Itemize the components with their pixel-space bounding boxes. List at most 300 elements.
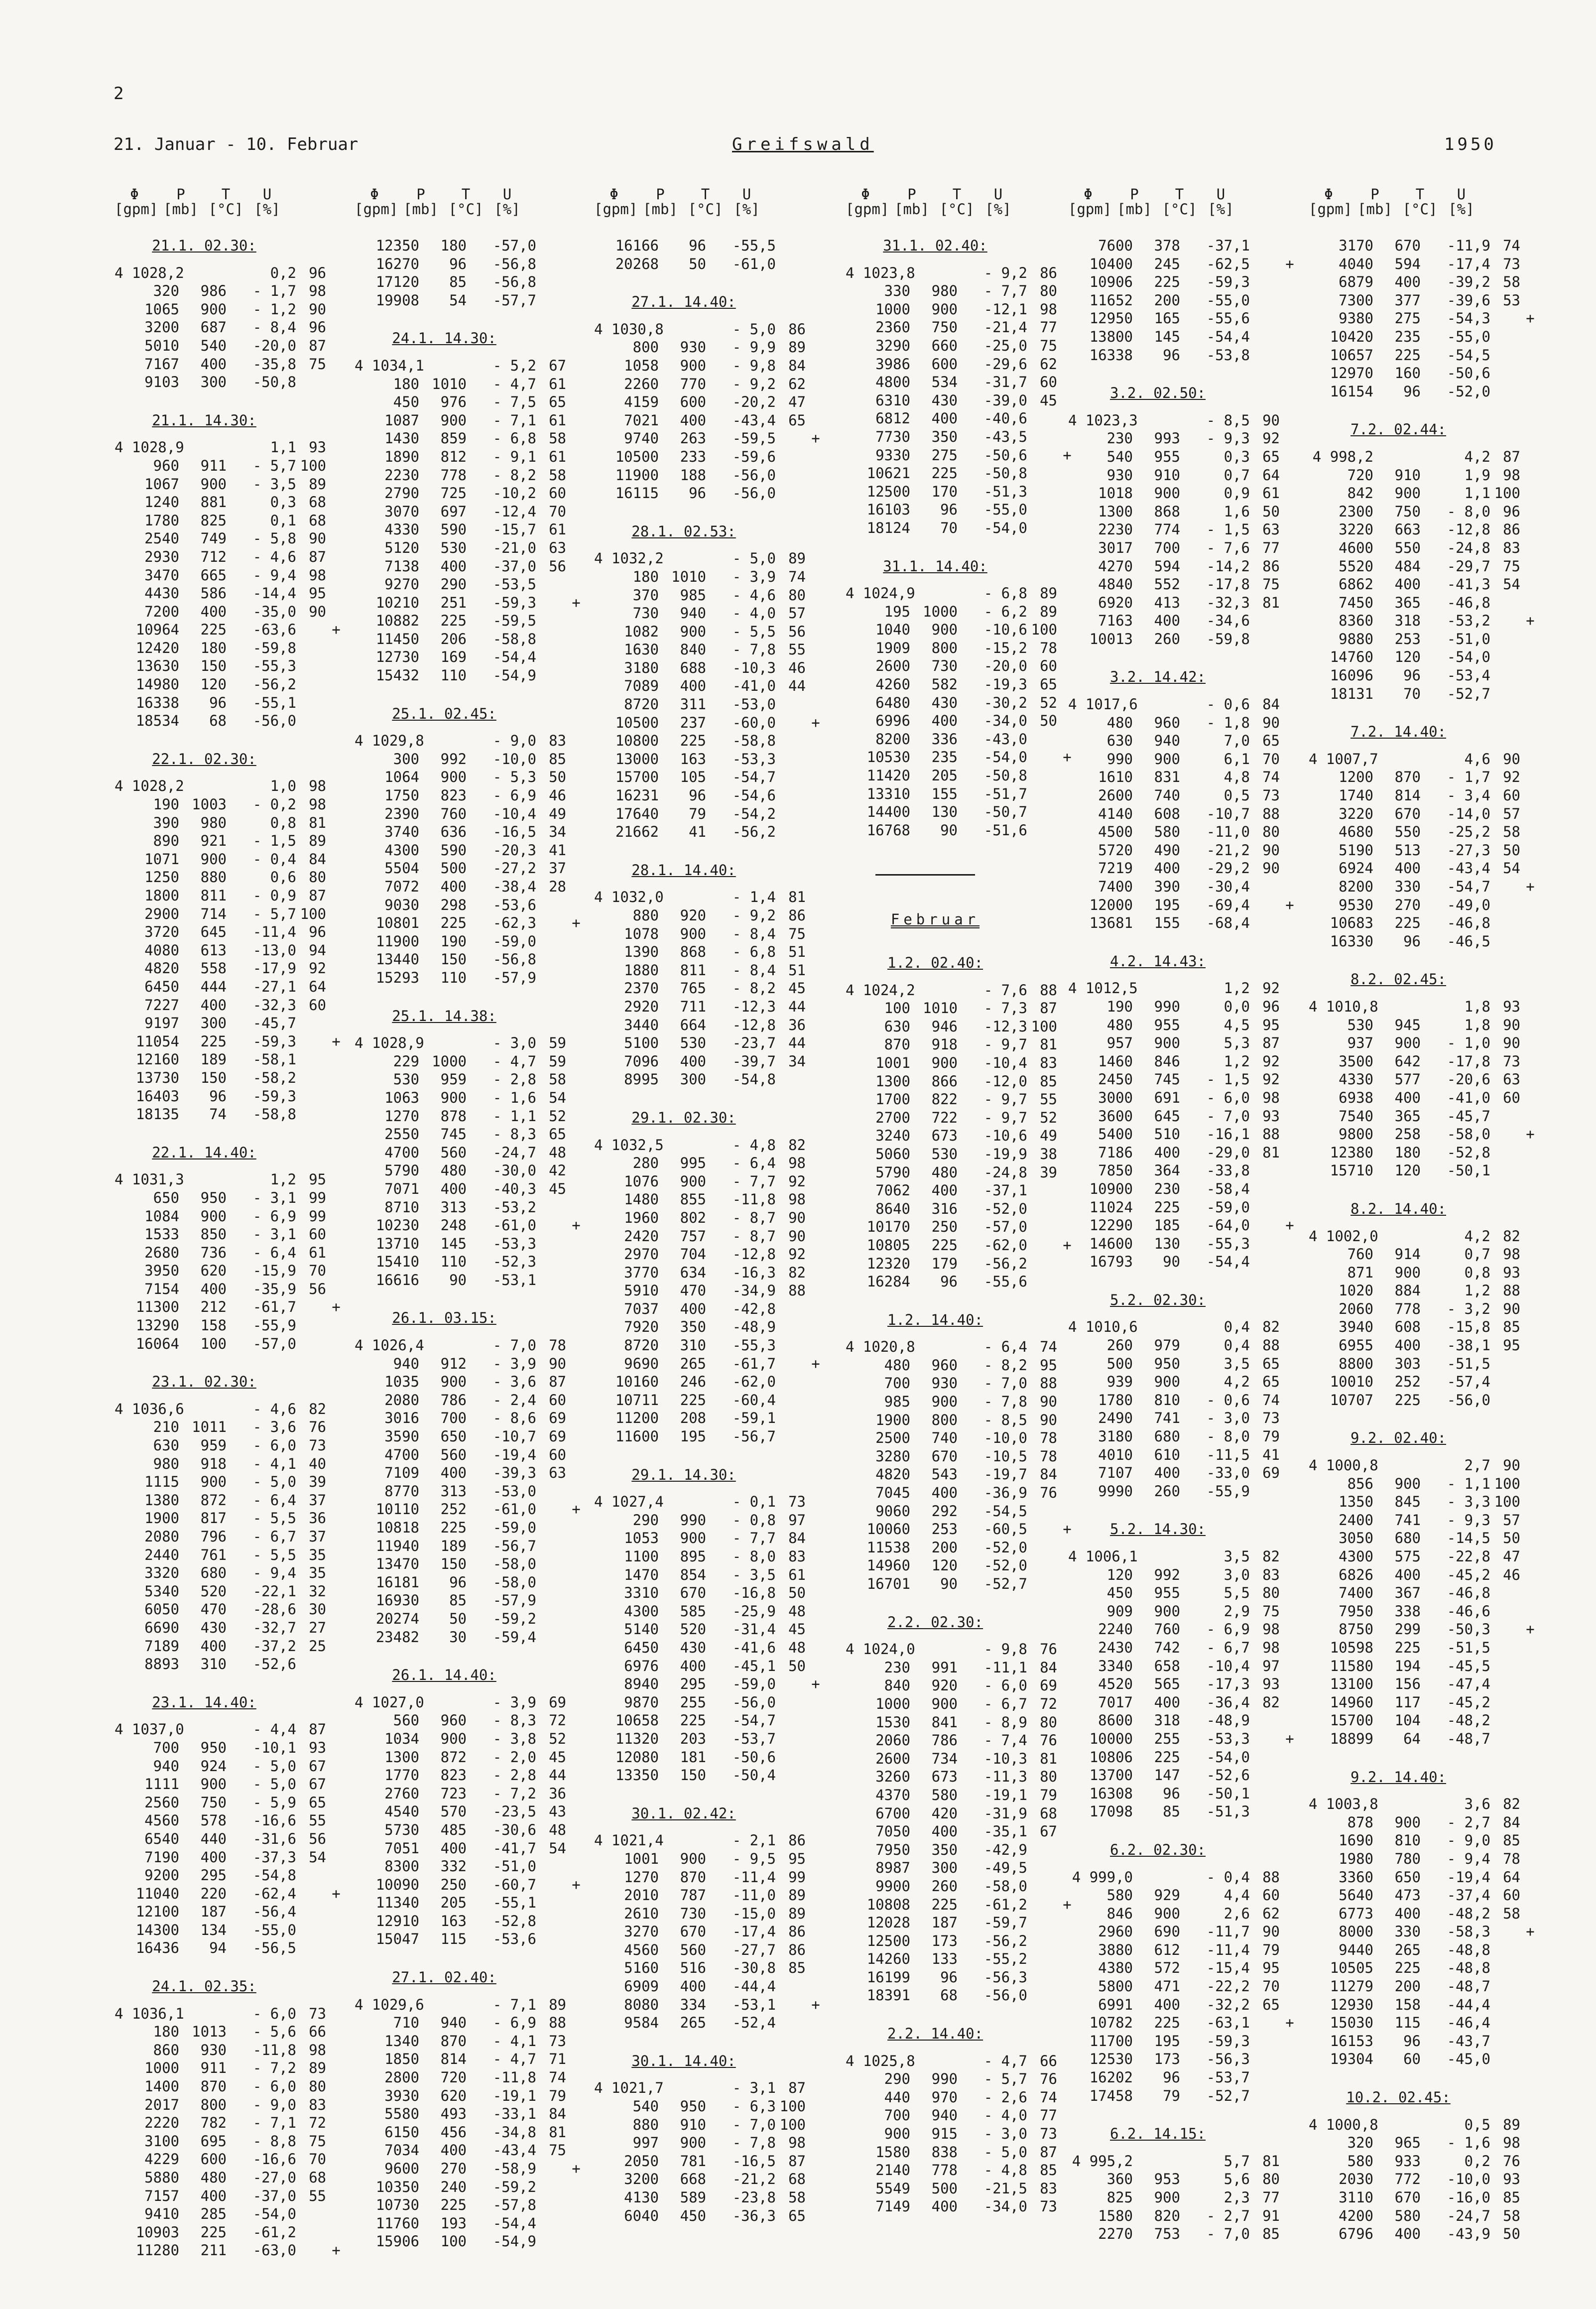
pressure-cell: 225: [1154, 1198, 1180, 1216]
pressure-cell: 298: [440, 896, 467, 913]
temperature-cell: - 5,0: [732, 550, 776, 567]
table-row: [846, 1556, 1080, 1575]
temperature-cell: 1,1: [270, 439, 296, 456]
table-row: [594, 677, 828, 695]
humidity-cell: 78: [1503, 1850, 1520, 1867]
table-row: [846, 1109, 1080, 1127]
temperature-cell: -57,4: [1447, 1373, 1490, 1391]
humidity-cell: [1250, 346, 1280, 365]
sounding-block: [594, 522, 828, 841]
temperature-cell: -31,4: [732, 1621, 776, 1638]
table-row: [846, 1393, 1080, 1411]
table-row: [846, 1163, 1080, 1182]
temperature-cell: -53,8: [1206, 346, 1250, 364]
tropopause-mark: [1520, 1693, 1540, 1712]
table-row: [846, 748, 1080, 767]
geopotential-cell: 700: [884, 2107, 910, 2124]
geopotential-cell: 5100: [624, 1034, 659, 1052]
pressure-cell: 225: [931, 1236, 958, 1254]
tropopause-mark: [1280, 237, 1300, 255]
geopotential-cell: 1960: [624, 1209, 659, 1226]
humidity-cell: [1027, 785, 1057, 803]
temperature-cell: - 6,7: [1206, 1639, 1250, 1656]
temperature-cell: -17,8: [1447, 1052, 1490, 1070]
temperature-cell: -52,6: [252, 1656, 296, 1673]
table-row: [1068, 786, 1302, 805]
geopotential-cell: 11280: [135, 2242, 179, 2259]
humidity-cell: 80: [1040, 282, 1057, 300]
tropopause-mark: [806, 1639, 826, 1657]
humidity-cell: 69: [1040, 1677, 1057, 1694]
temperature-cell: -44,4: [1447, 1996, 1490, 2013]
humidity-cell: [1490, 364, 1520, 383]
geopotential-cell: 1533: [144, 1226, 179, 1243]
table-row: [846, 730, 1080, 749]
pressure-cell: 723: [440, 1785, 467, 1802]
table-row: [594, 1996, 828, 2014]
humidity-cell: 65: [788, 2207, 806, 2224]
p-header: [643, 187, 678, 217]
p-unit: [mb]: [163, 201, 198, 218]
temperature-cell: -52,6: [1206, 1767, 1250, 1784]
tropopause-mark: [806, 1748, 826, 1767]
table-row: [1068, 1639, 1302, 1657]
temperature-cell: - 3,2: [1447, 1300, 1490, 1317]
tropopause-mark: [326, 1436, 346, 1455]
table-row: [1068, 1089, 1302, 1107]
tropopause-mark: [1280, 1868, 1300, 1887]
geopotential-cell: 13310: [866, 785, 910, 802]
humidity-cell: 80: [1040, 1768, 1057, 1786]
pressure-cell: 193: [440, 2214, 467, 2232]
sounding-block: [1309, 1200, 1543, 1410]
pressure-cell: 900: [1394, 1264, 1421, 1281]
geopotential-cell: 2300: [1339, 503, 1373, 520]
humidity-cell: 75: [1262, 1602, 1280, 1620]
humidity-cell: 90: [1262, 411, 1280, 429]
temperature-cell: -11,5: [1206, 1446, 1250, 1463]
tropopause-mark: [806, 1154, 826, 1172]
pressure-cell: 225: [440, 2196, 467, 2214]
tropopause-mark: [1520, 273, 1540, 291]
table-row: [355, 2232, 589, 2251]
temperature-cell: 4,6: [1464, 750, 1490, 768]
pressure-cell: 194: [1394, 1657, 1421, 1674]
table-row: [846, 2088, 1080, 2107]
table-row: [355, 732, 589, 750]
temperature-cell: -43,9: [1447, 2225, 1490, 2243]
table-row: [1068, 1198, 1302, 1217]
temperature-cell: -59,0: [492, 932, 536, 950]
tropopause-mark: [1520, 1300, 1540, 1318]
tropopause-mark: [566, 932, 586, 951]
humidity-cell: 72: [549, 1712, 566, 1729]
humidity-cell: 50: [1040, 712, 1057, 730]
table-row: [1309, 1566, 1543, 1584]
table-row: [1068, 1886, 1302, 1905]
temperature-cell: 5,3: [1224, 1034, 1250, 1052]
table-row: [1068, 2207, 1302, 2225]
geopotential-cell: 7190: [144, 1848, 179, 1866]
table-row: [846, 1768, 1080, 1786]
table-row: [115, 1207, 349, 1226]
temperature-cell: -58,4: [1206, 1180, 1250, 1197]
geopotential-cell: 7045: [875, 1484, 910, 1502]
temperature-cell: 5,7: [1224, 2152, 1250, 2170]
table-row: [846, 1035, 1080, 1054]
pressure-cell: 580: [1394, 2207, 1421, 2224]
table-row: [355, 1107, 589, 1126]
tropopause-mark: [566, 255, 586, 273]
geopotential-cell: 6150: [384, 2123, 419, 2141]
humidity-cell: 58: [549, 466, 566, 484]
temperature-cell: - 8,4: [732, 925, 776, 942]
tropopause-mark: [326, 438, 346, 457]
table-row: [1068, 309, 1302, 328]
table-row: [115, 1170, 349, 1189]
geopotential-cell: 1700: [875, 1091, 910, 1108]
tropopause-mark: [1280, 1566, 1300, 1584]
pressure-cell: 145: [440, 1235, 467, 1252]
humidity-cell: 100: [300, 905, 326, 922]
humidity-cell: [1490, 2014, 1520, 2032]
humidity-cell: [1027, 519, 1057, 537]
geopotential-cell: 3290: [875, 337, 910, 354]
table-row: [1309, 1584, 1543, 1602]
geopotential-cell: 3000: [1098, 1089, 1133, 1106]
temperature-cell: -42,8: [732, 1300, 776, 1317]
temperature-cell: - 7,7: [732, 1530, 776, 1547]
geopotential-cell: 4 1028,9: [355, 1034, 424, 1052]
tropopause-mark: +: [1285, 255, 1294, 272]
humidity-cell: 73: [1262, 787, 1280, 804]
sounding-title: 21.1. 02.30:: [152, 237, 256, 254]
pressure-cell: 900: [200, 300, 227, 318]
geopotential-cell: 1100: [624, 1548, 659, 1565]
humidity-cell: 90: [788, 1227, 806, 1245]
table-row: [1068, 1675, 1302, 1693]
temperature-cell: -69,4: [1206, 896, 1250, 913]
table-row: [1068, 1748, 1302, 1767]
humidity-cell: [776, 2014, 806, 2032]
pressure-cell: 900: [680, 925, 706, 942]
tropopause-mark: [1280, 914, 1300, 932]
tropopause-mark: [1280, 1464, 1300, 1482]
geopotential-cell: 3440: [624, 1016, 659, 1033]
humidity-cell: [536, 1894, 566, 1912]
geopotential-cell: 180: [393, 375, 419, 392]
table-row: [355, 1610, 589, 1628]
humidity-cell: 72: [309, 2114, 326, 2132]
temperature-cell: -57,9: [492, 1592, 536, 1609]
geopotential-cell: 15700: [1330, 1712, 1373, 1729]
temperature-cell: - 4,8: [983, 2162, 1027, 2179]
humidity-cell: [536, 2214, 566, 2233]
pressure-cell: 430: [200, 1619, 227, 1636]
table-row: [1068, 503, 1302, 521]
geopotential-cell: 1610: [1098, 769, 1133, 786]
geopotential-cell: 7109: [384, 1464, 419, 1482]
humidity-cell: 55: [309, 1812, 326, 1829]
pressure-cell: 470: [200, 1601, 227, 1618]
geopotential-cell: 856: [1347, 1475, 1373, 1492]
tropopause-mark: [806, 1016, 826, 1034]
pressure-cell: 945: [1394, 1016, 1421, 1033]
humidity-cell: [536, 950, 566, 969]
geopotential-cell: 7163: [1098, 612, 1133, 630]
temperature-cell: -20,0: [983, 657, 1027, 675]
tropopause-mark: [1520, 1886, 1540, 1905]
geopotential-cell: 7186: [1098, 1144, 1133, 1161]
humidity-cell: [296, 1050, 326, 1069]
pressure-cell: [1133, 411, 1180, 430]
pressure-cell: 260: [1154, 1482, 1180, 1500]
geopotential-cell: 7149: [875, 2198, 910, 2215]
geopotential-cell: 8360: [1339, 612, 1373, 630]
table-row: [115, 2077, 349, 2096]
table-row: [355, 411, 589, 430]
pressure-cell: 390: [1154, 878, 1180, 895]
table-row: [594, 1959, 828, 1977]
temperature-cell: -38,1: [1447, 1337, 1490, 1354]
tropopause-mark: +: [1526, 1621, 1535, 1638]
geopotential-cell: 1900: [875, 1411, 910, 1428]
pressure-cell: [419, 1996, 467, 2014]
temperature-cell: -11,4: [732, 1868, 776, 1886]
tropopause-mark: [806, 1493, 826, 1511]
temperature-cell: -59,3: [252, 1087, 296, 1105]
table-row: [594, 320, 828, 339]
tropopause-mark: [566, 1373, 586, 1391]
geopotential-cell: 10010: [1330, 1373, 1373, 1391]
humidity-cell: 81: [1262, 2152, 1280, 2170]
geopotential-cell: 7062: [875, 1182, 910, 1199]
table-row: [1068, 557, 1302, 576]
temperature-cell: -17,8: [1206, 576, 1250, 593]
table-row: [1068, 1016, 1302, 1034]
temperature-cell: -59,2: [492, 1610, 536, 1627]
table-row: [594, 659, 828, 677]
humidity-cell: 56: [309, 1280, 326, 1297]
geopotential-cell: 4700: [384, 1144, 419, 1161]
pressure-cell: 810: [1394, 1832, 1421, 1849]
geopotential-cell: 10964: [135, 621, 179, 639]
humidity-cell: 91: [1262, 2207, 1280, 2224]
table-row: [115, 1757, 349, 1776]
pressure-cell: 120: [200, 676, 227, 693]
humidity-cell: 54: [549, 1089, 566, 1106]
pressure-cell: 189: [440, 1537, 467, 1554]
geopotential-cell: 3720: [144, 923, 179, 941]
temperature-cell: -59,3: [252, 1032, 296, 1050]
tropopause-mark: [806, 2014, 826, 2032]
pressure-cell: 413: [1154, 594, 1180, 611]
geopotential-cell: 4 1023,3: [1068, 411, 1138, 429]
humidity-cell: 30: [309, 1601, 326, 1618]
table-row: [1309, 237, 1543, 255]
geopotential-cell: 890: [153, 832, 179, 850]
geopotential-cell: 6924: [1339, 860, 1373, 877]
pressure-cell: 664: [680, 1016, 706, 1033]
humidity-cell: 61: [549, 411, 566, 429]
temperature-cell: - 1,7: [1447, 769, 1490, 786]
table-row: [846, 1429, 1080, 1447]
table-row: [594, 1427, 828, 1446]
tropopause-mark: [806, 1923, 826, 1941]
humidity-cell: [536, 1591, 566, 1610]
table-row: [355, 896, 589, 914]
pressure-cell: [179, 438, 227, 457]
table-row: [594, 714, 828, 732]
tropopause-mark: [566, 237, 586, 255]
pressure-cell: 868: [680, 943, 706, 961]
temperature-cell: -49,0: [1447, 896, 1490, 913]
tropopause-mark: [326, 1244, 346, 1262]
humidity-cell: [1490, 328, 1520, 346]
table-row: [594, 1136, 828, 1154]
table-row: [115, 282, 349, 300]
geopotential-cell: 6050: [144, 1601, 179, 1618]
sounding-block: [115, 1144, 349, 1353]
pressure-cell: 668: [680, 2171, 706, 2188]
tropopause-mark: [566, 1271, 586, 1289]
geopotential-cell: 16166: [615, 237, 659, 254]
sounding-title: 26.1. 03.15:: [392, 1309, 496, 1327]
humidity-cell: [536, 1482, 566, 1501]
tropopause-mark: [1520, 1355, 1540, 1373]
temperature-cell: -19,4: [1447, 1868, 1490, 1886]
temperature-cell: -54,4: [492, 648, 536, 666]
table-row: [1068, 1161, 1302, 1180]
temperature-cell: 1,2: [1464, 1282, 1490, 1299]
tropopause-mark: [566, 1446, 586, 1464]
tropopause-mark: [806, 998, 826, 1016]
table-row: [594, 1693, 828, 1712]
pressure-cell: 778: [931, 2162, 958, 2179]
geopotential-cell: 9880: [1339, 630, 1373, 647]
humidity-cell: [1250, 237, 1280, 255]
geopotential-cell: 9440: [1339, 1941, 1373, 1958]
phi-unit: [gpm]: [115, 201, 158, 218]
pressure-cell: [1133, 695, 1180, 714]
tropopause-mark: [566, 1198, 586, 1217]
geopotential-cell: 560: [393, 1712, 419, 1729]
table-row: [846, 621, 1080, 639]
humidity-cell: 47: [1503, 1548, 1520, 1565]
table-row: [355, 1482, 589, 1501]
geopotential-cell: 13470: [375, 1555, 419, 1573]
geopotential-cell: 4 1036,1: [115, 2005, 184, 2022]
temperature-cell: -27,7: [732, 1941, 776, 1958]
pressure-cell: 645: [1154, 1107, 1180, 1125]
tropopause-mark: [1520, 1529, 1540, 1547]
tropopause-mark: [566, 503, 586, 521]
temperature-cell: -45,5: [1447, 1657, 1490, 1674]
pressure-cell: 400: [680, 1300, 706, 1317]
pressure-cell: 613: [200, 941, 227, 959]
humidity-cell: 50: [1503, 1530, 1520, 1547]
table-row: [115, 1921, 349, 1939]
table-row: [594, 1566, 828, 1584]
tropopause-mark: [326, 1509, 346, 1528]
geopotential-cell: 7072: [384, 878, 419, 895]
table-row: [115, 675, 349, 694]
humidity-cell: [536, 1930, 566, 1948]
geopotential-cell: 16308: [1089, 1785, 1133, 1802]
pressure-cell: 642: [1394, 1052, 1421, 1070]
temperature-cell: -15,9: [252, 1262, 296, 1280]
geopotential-cell: 630: [884, 1018, 910, 1035]
geopotential-cell: 6909: [624, 1978, 659, 1995]
temperature-cell: -29,7: [1447, 557, 1490, 575]
table-row: [1068, 896, 1302, 914]
temperature-cell: -31,9: [983, 1804, 1027, 1822]
pressure-cell: 736: [200, 1244, 227, 1261]
temperature-cell: -57,0: [983, 1218, 1027, 1236]
tropopause-mark: [806, 604, 826, 623]
humidity-cell: [1250, 328, 1280, 346]
temperature-cell: -50,8: [252, 374, 296, 391]
humidity-cell: [1250, 2032, 1280, 2051]
humidity-cell: 92: [788, 1172, 806, 1190]
humidity-cell: 100: [1031, 621, 1057, 639]
pressure-cell: 263: [680, 430, 706, 447]
tropopause-mark: [1280, 1070, 1300, 1089]
geopotential-cell: 480: [884, 1356, 910, 1374]
temperature-cell: -19,7: [983, 1466, 1027, 1483]
table-row: [115, 1720, 349, 1739]
pressure-cell: 96: [940, 1968, 958, 1986]
humidity-cell: 80: [309, 869, 326, 886]
temperature-cell: 4,2: [1464, 1227, 1490, 1245]
u-unit: [%]: [985, 201, 1011, 218]
table-row: [115, 2114, 349, 2132]
table-row: [1068, 2188, 1302, 2207]
geopotential-cell: 14600: [1089, 1235, 1133, 1252]
humidity-cell: [1490, 612, 1520, 630]
temperature-cell: 1,2: [1224, 1052, 1250, 1070]
humidity-cell: 85: [788, 1959, 806, 1977]
geopotential-cell: 10000: [1089, 1730, 1133, 1747]
geopotential-cell: 7300: [1339, 291, 1373, 309]
humidity-cell: 90: [1262, 860, 1280, 877]
temperature-cell: - 8,2: [983, 1356, 1027, 1374]
temperature-cell: - 9,0: [252, 2096, 296, 2113]
table-row: [1068, 1336, 1302, 1355]
geopotential-cell: 7050: [875, 1823, 910, 1840]
pressure-cell: 910: [1154, 466, 1180, 484]
geopotential-cell: 3340: [1098, 1657, 1133, 1674]
humidity-cell: 82: [1262, 1693, 1280, 1711]
pressure-cell: 760: [1154, 1621, 1180, 1638]
humidity-cell: [1027, 1575, 1057, 1593]
sounding-block: [594, 237, 828, 273]
temperature-cell: -56,0: [252, 712, 296, 730]
temperature-cell: - 7,3: [983, 1000, 1027, 1017]
table-row: [846, 1018, 1080, 1036]
table-row: [1068, 1711, 1302, 1730]
geopotential-cell: 10621: [866, 465, 910, 482]
tropopause-mark: [806, 320, 826, 339]
tropopause-mark: [1280, 1675, 1300, 1693]
pressure-cell: 338: [1394, 1602, 1421, 1620]
tropopause-mark: [806, 1766, 826, 1785]
temperature-cell: - 6,7: [983, 1695, 1027, 1712]
geopotential-cell: 1071: [144, 850, 179, 868]
tropopause-mark: [1520, 255, 1540, 273]
humidity-cell: [776, 1693, 806, 1712]
pressure-cell: 585: [680, 1602, 706, 1620]
